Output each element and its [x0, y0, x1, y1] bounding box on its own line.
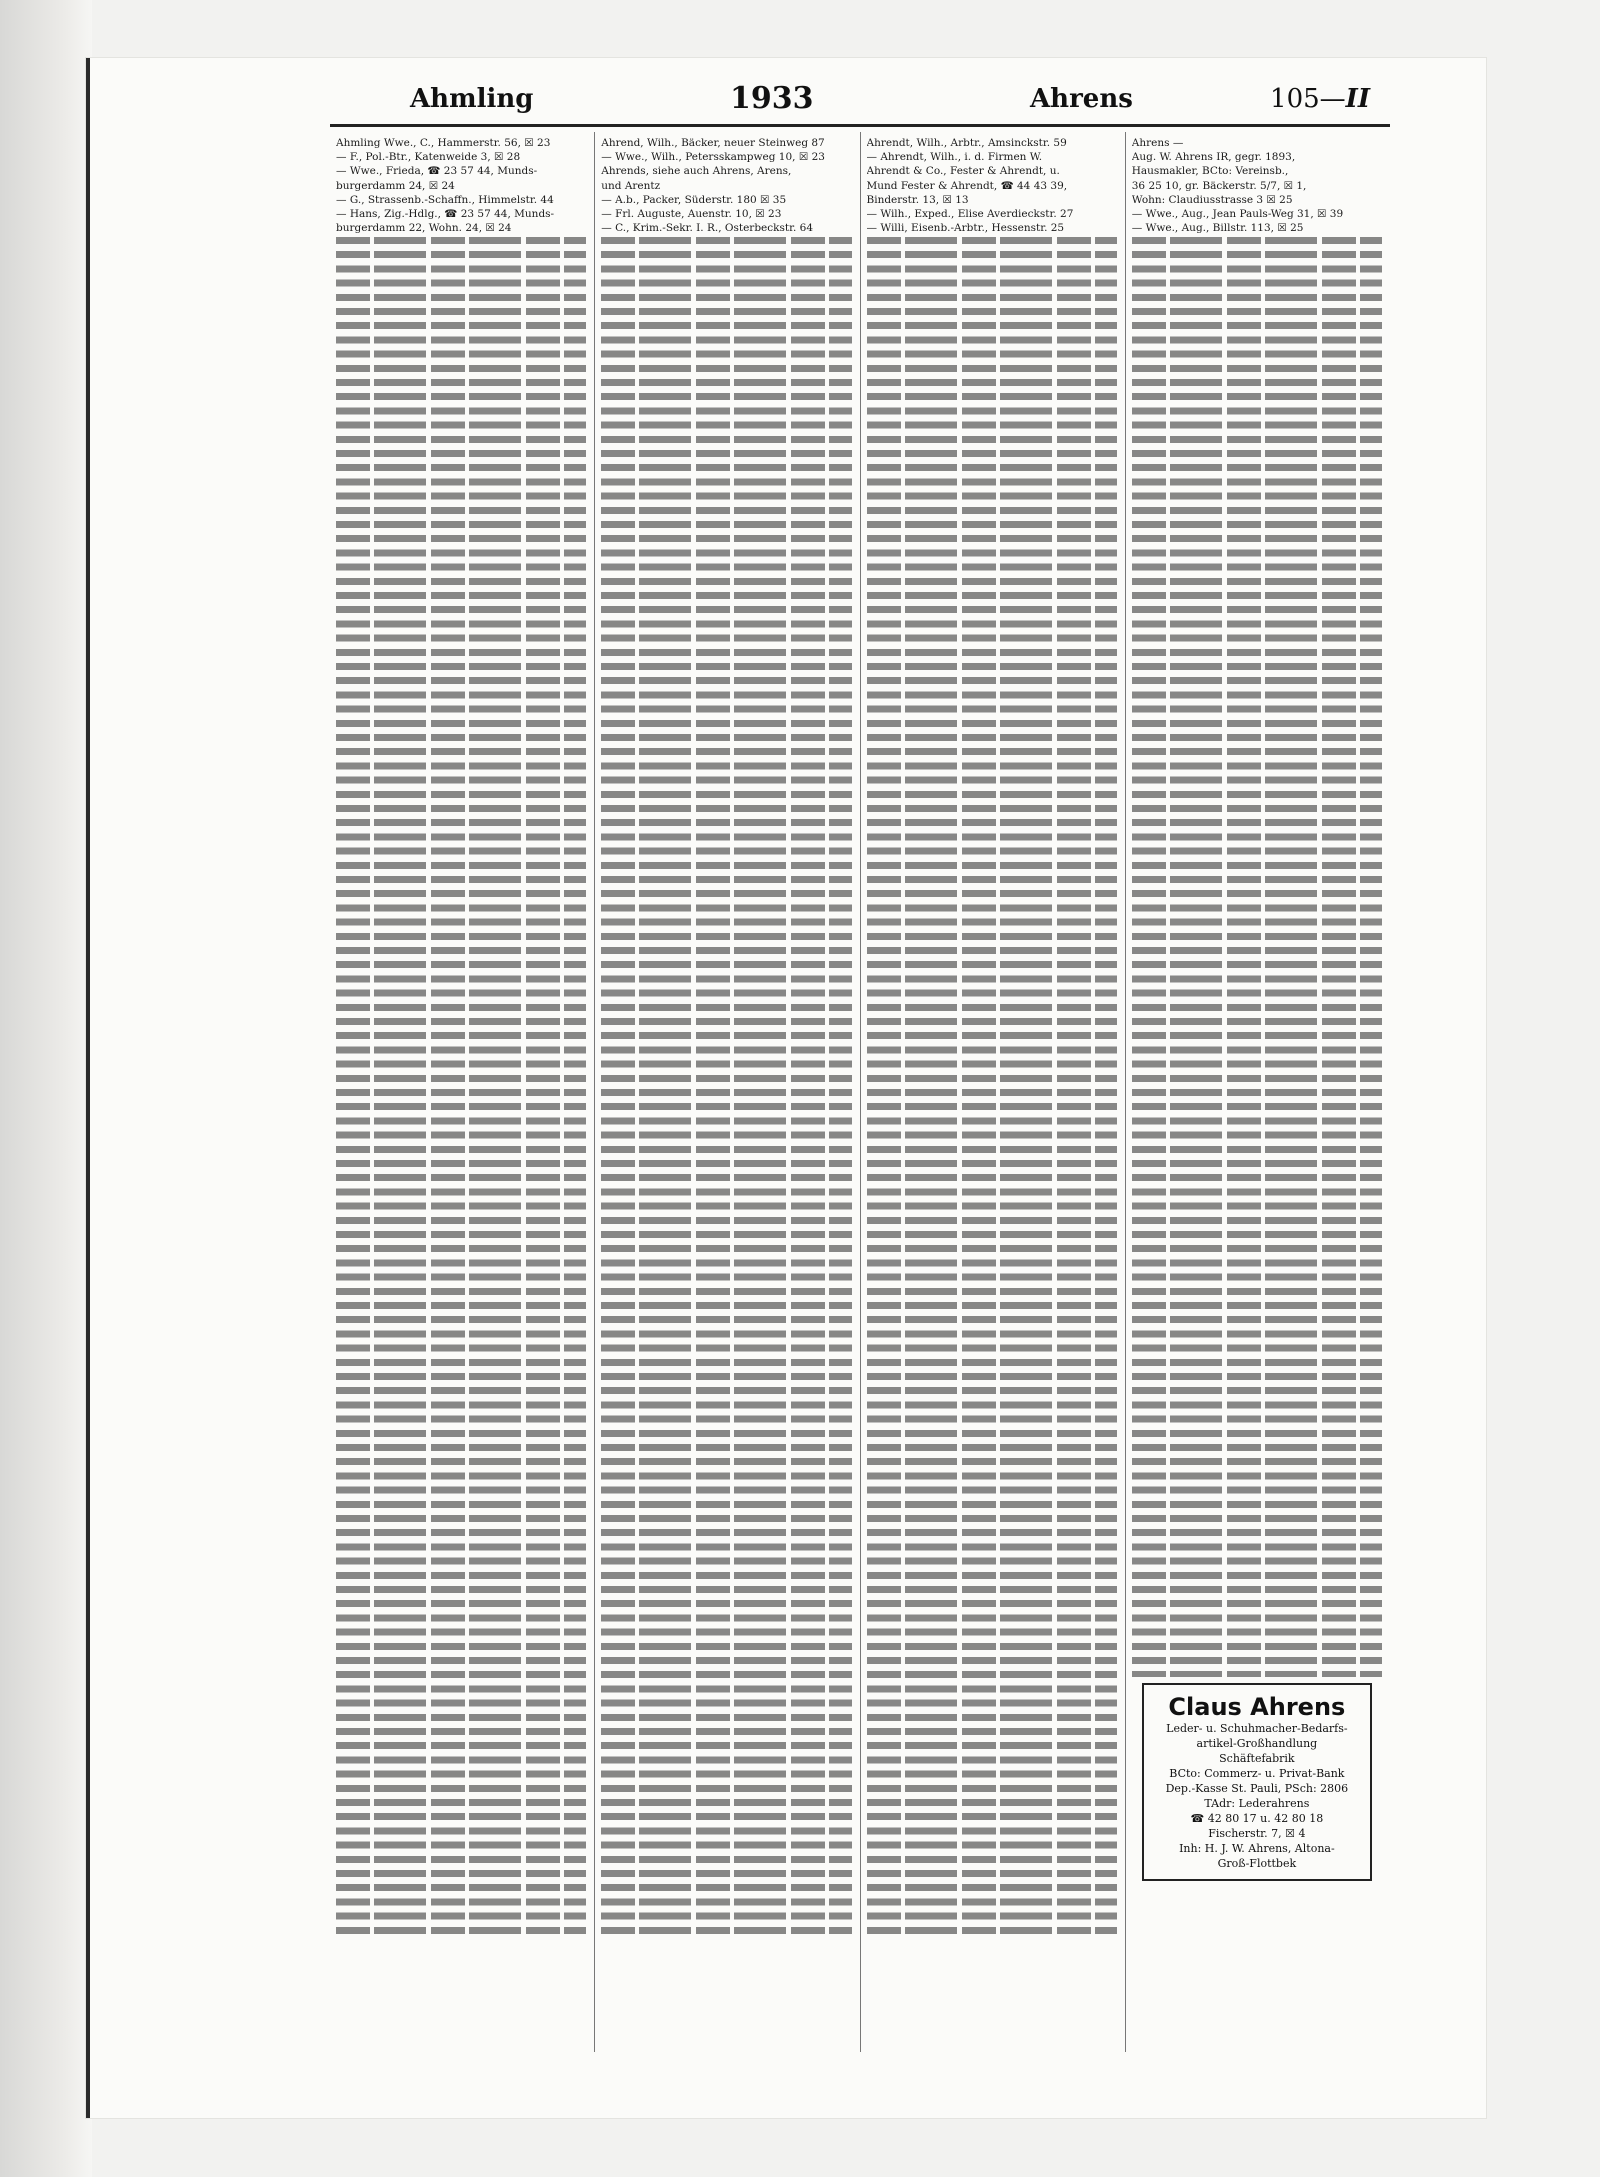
entry: Wohn: Claudiusstrasse 3 ☒ 25 — [1131, 193, 1293, 206]
entry: — Willi, Eisenb.-Arbtr., Hessenstr. 25 — [866, 222, 1065, 235]
directory-columns — [330, 132, 1390, 2052]
dense-text-block — [601, 237, 851, 1937]
entry: Ahrendt & Co., Fester & Ahrendt, u. — [866, 165, 1060, 178]
header-page-number — [1270, 84, 1370, 114]
page-number-suffix: II — [1345, 84, 1370, 114]
header-year: 1933 — [730, 81, 814, 116]
ad-line: Schäftefabrik — [1219, 1752, 1295, 1766]
ad-title: Claus Ahrens — [1168, 1693, 1346, 1722]
ad-line: ☎ 42 80 17 u. 42 80 18 — [1190, 1812, 1324, 1826]
gutter-rule — [86, 58, 90, 2118]
entry: — Wwe., Aug., Billstr. 113, ☒ 25 — [1131, 222, 1304, 235]
entry: — Ahrendt, Wilh., i. d. Firmen W. — [866, 151, 1043, 164]
header-right-word: Ahrens — [1030, 84, 1133, 114]
dense-text-block — [336, 237, 586, 1937]
entry: — F., Pol.-Btr., Katenweide 3, ☒ 28 — [336, 151, 521, 164]
entry: — C., Krim.-Sekr. I. R., Osterbeckstr. 64 — [601, 222, 814, 235]
entry: burgerdamm 22, Wohn. 24, ☒ 24 — [336, 222, 512, 235]
entry: Binderstr. 13, ☒ 13 — [866, 193, 969, 206]
page-number-value: 105— — [1270, 84, 1346, 114]
entry: — Frl. Auguste, Auenstr. 10, ☒ 23 — [601, 208, 782, 221]
ad-line: BCto: Commerz- u. Privat-Bank — [1169, 1767, 1345, 1781]
ad-line: Inh: H. J. W. Ahrens, Altona- — [1179, 1842, 1335, 1856]
entry: burgerdamm 24, ☒ 24 — [336, 179, 455, 192]
column-4 — [1126, 132, 1390, 2052]
entry: Ahrendt, Wilh., Arbtr., Amsinckstr. 59 — [866, 137, 1067, 149]
entry: — Wwe., Aug., Jean Pauls-Weg 31, ☒ 39 — [1131, 208, 1344, 221]
entry: Aug. W. Ahrens IR, gegr. 1893, — [1131, 151, 1296, 164]
page-header — [330, 70, 1390, 120]
column-1 — [330, 132, 595, 2052]
entry: Mund Fester & Ahrendt, ☎ 44 43 39, — [866, 179, 1068, 192]
header-left-word: Ahmling — [410, 84, 534, 114]
entry: und Arentz — [601, 179, 661, 192]
entry: — Wilh., Exped., Elise Averdieckstr. 27 — [866, 208, 1074, 221]
column-2 — [595, 132, 860, 2052]
ad-line: TAdr: Lederahrens — [1204, 1797, 1310, 1811]
ad-line: Fischerstr. 7, ☒ 4 — [1208, 1827, 1306, 1841]
dense-text-block — [867, 237, 1117, 1937]
entry: — Wwe., Wilh., Petersskampweg 10, ☒ 23 — [601, 151, 825, 164]
scan-left-shadow — [0, 0, 92, 2177]
advertisement-box — [1142, 1683, 1372, 1881]
entry: 36 25 10, gr. Bäckerstr. 5/7, ☒ 1, — [1131, 179, 1307, 192]
header-rule — [330, 124, 1390, 127]
entry: Ahrens — — [1131, 137, 1184, 149]
entry: Hausmakler, BCto: Vereinsb., — [1131, 165, 1289, 178]
entry: — Hans, Zig.-Hdlg., ☎ 23 57 44, Munds- — [336, 208, 555, 221]
entry: Ahrends, siehe auch Ahrens, Arens, — [601, 165, 792, 178]
dense-text-block — [1132, 237, 1382, 1677]
entry: — G., Strassenb.-Schaffn., Himmelstr. 44 — [336, 193, 554, 206]
entry: — Wwe., Frieda, ☎ 23 57 44, Munds- — [336, 165, 538, 178]
entry: Ahmling Wwe., C., Hammerstr. 56, ☒ 23 — [336, 137, 551, 149]
ad-line: Dep.-Kasse St. Pauli, PSch: 2806 — [1165, 1782, 1349, 1796]
column-3 — [861, 132, 1126, 2052]
ad-line: Groß-Flottbek — [1217, 1857, 1297, 1871]
entry: Ahrend, Wilh., Bäcker, neuer Steinweg 87 — [601, 137, 825, 149]
ad-line: artikel-Großhandlung — [1196, 1737, 1318, 1751]
ad-line: Leder- u. Schuhmacher-Bedarfs- — [1166, 1722, 1348, 1736]
entry: — A.b., Packer, Süderstr. 180 ☒ 35 — [601, 193, 787, 206]
